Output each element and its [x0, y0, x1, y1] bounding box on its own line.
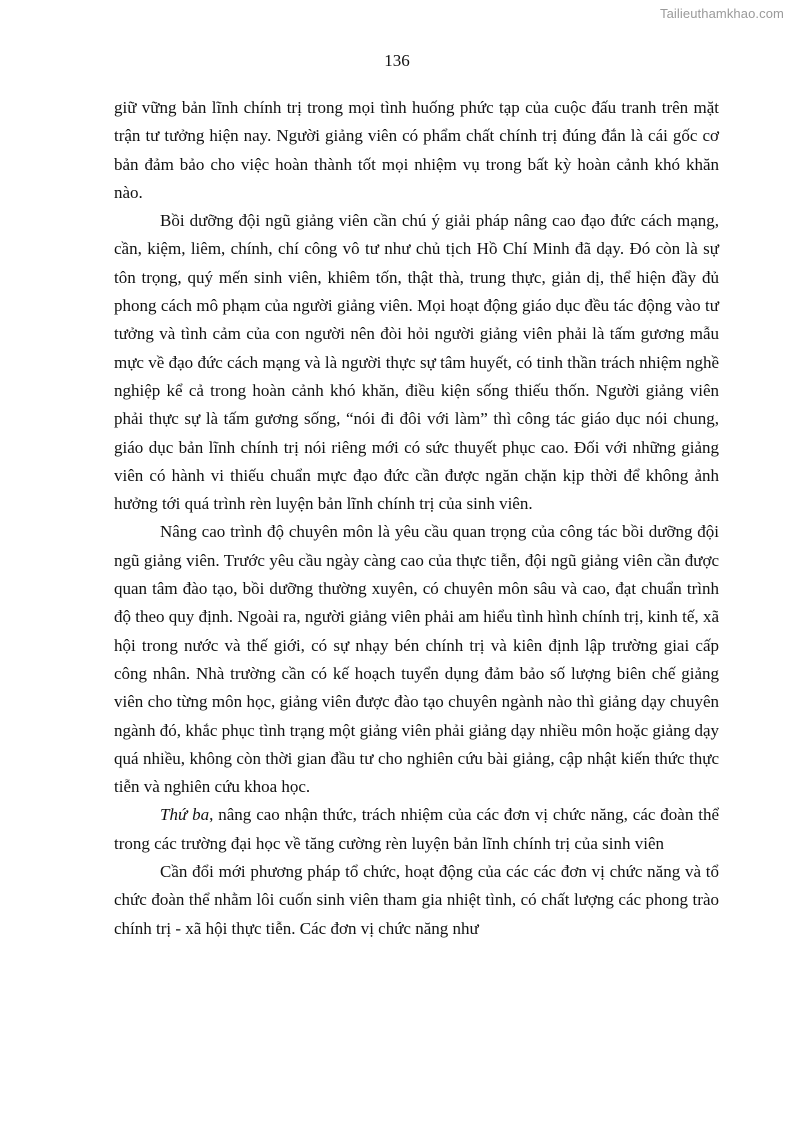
document-body — [114, 94, 719, 943]
section-heading-lead: Thứ ba — [160, 805, 210, 825]
paragraph-continuation: giữ vững bản lĩnh chính trị trong mọi tình huống phức tạp của cuộc đấu tranh trên mặt trận tư tưởng hiện nay. Người giảng viên có phẩm chất chính trị đúng đắn là cái gốc cơ bản đảm bảo cho việc hoàn thành tốt mọi nhiệm vụ trong bất kỳ hoàn cảnh khó khăn nào. — [114, 98, 719, 202]
page-number: 136 — [384, 51, 410, 70]
section-heading-text: , nâng cao nhận thức, trách nhiệm của các đơn vị chức năng, các đoàn thể trong các trường đại học về tăng cường rèn luyện bản lĩnh chính trị của sinh viên — [114, 805, 720, 853]
paragraph-organizations: Cần đổi mới phương pháp tổ chức, hoạt động của các các đơn vị chức năng và tổ chức đoàn thể nhằm lôi cuốn sinh viên tham gia nhiệt tình, có chất lượng các phong trào chính trị - xã hội thực tiễn. Các đơn vị chức năng như — [114, 862, 719, 938]
paragraph-expertise: Nâng cao trình độ chuyên môn là yêu cầu quan trọng của công tác bồi dưỡng đội ngũ giảng viên. Trước yêu cầu ngày càng cao của thực tiễn, đội ngũ giảng viên cần được quan tâm đào tạo, bồi dưỡng thường xuyên, có chuyên môn sâu và cao, đạt chuẩn trình độ theo quy định. Ngoài ra, người giảng viên phải am hiểu tình hình chính trị, kinh tế, xã hội trong nước và thế giới, có sự nhạy bén chính trị và kiên định lập trường giai cấp công nhân. Nhà trường cần có kế hoạch tuyển dụng đảm bảo số lượng biên chế giảng viên cho từng môn học, giảng viên được đào tạo chuyên ngành nào thì giảng dạy chuyên ngành đó, khắc phục tình trạng một giảng viên phải giảng dạy nhiều môn hoặc giảng dạy quá nhiều, không còn thời gian đầu tư cho nghiên cứu bài giảng, cập nhật kiến thức thực tiễn và nghiên cứu khoa học. — [114, 522, 719, 797]
section-heading-third — [114, 801, 719, 858]
paragraph-ethics: Bồi dưỡng đội ngũ giảng viên cần chú ý giải pháp nâng cao đạo đức cách mạng, cần, kiệm, liêm, chính, chí công vô tư như chủ tịch Hồ Chí Minh đã dạy. Đó còn là sự tôn trọng, quý mến sinh viên, khiêm tốn, thật thà, trung thực, giản dị, thể hiện đầy đủ phong cách mô phạm của người giảng viên. Mọi hoạt động giáo dục đều tác động vào tư tưởng và tình cảm của con người nên đòi hỏi người giảng viên phải là tấm gương mẫu mực về đạo đức cách mạng và là người thực sự tâm huyết, có tinh thần trách nhiệm nghề nghiệp kể cả trong hoàn cảnh khó khăn, điều kiện sống thiếu thốn. Người giảng viên phải thực sự là tấm gương sống, “nói đi đôi với làm” thì công tác giáo dục nói chung, giáo dục bản lĩnh chính trị nói riêng mới có sức thuyết phục cao. Đối với những giảng viên có hành vi thiếu chuẩn mực đạo đức cần được ngăn chặn kịp thời để không ảnh hưởng tới quá trình rèn luyện bản lĩnh chính trị của sinh viên. — [114, 211, 719, 514]
watermark: Tailieuthamkhao.com — [659, 6, 784, 21]
